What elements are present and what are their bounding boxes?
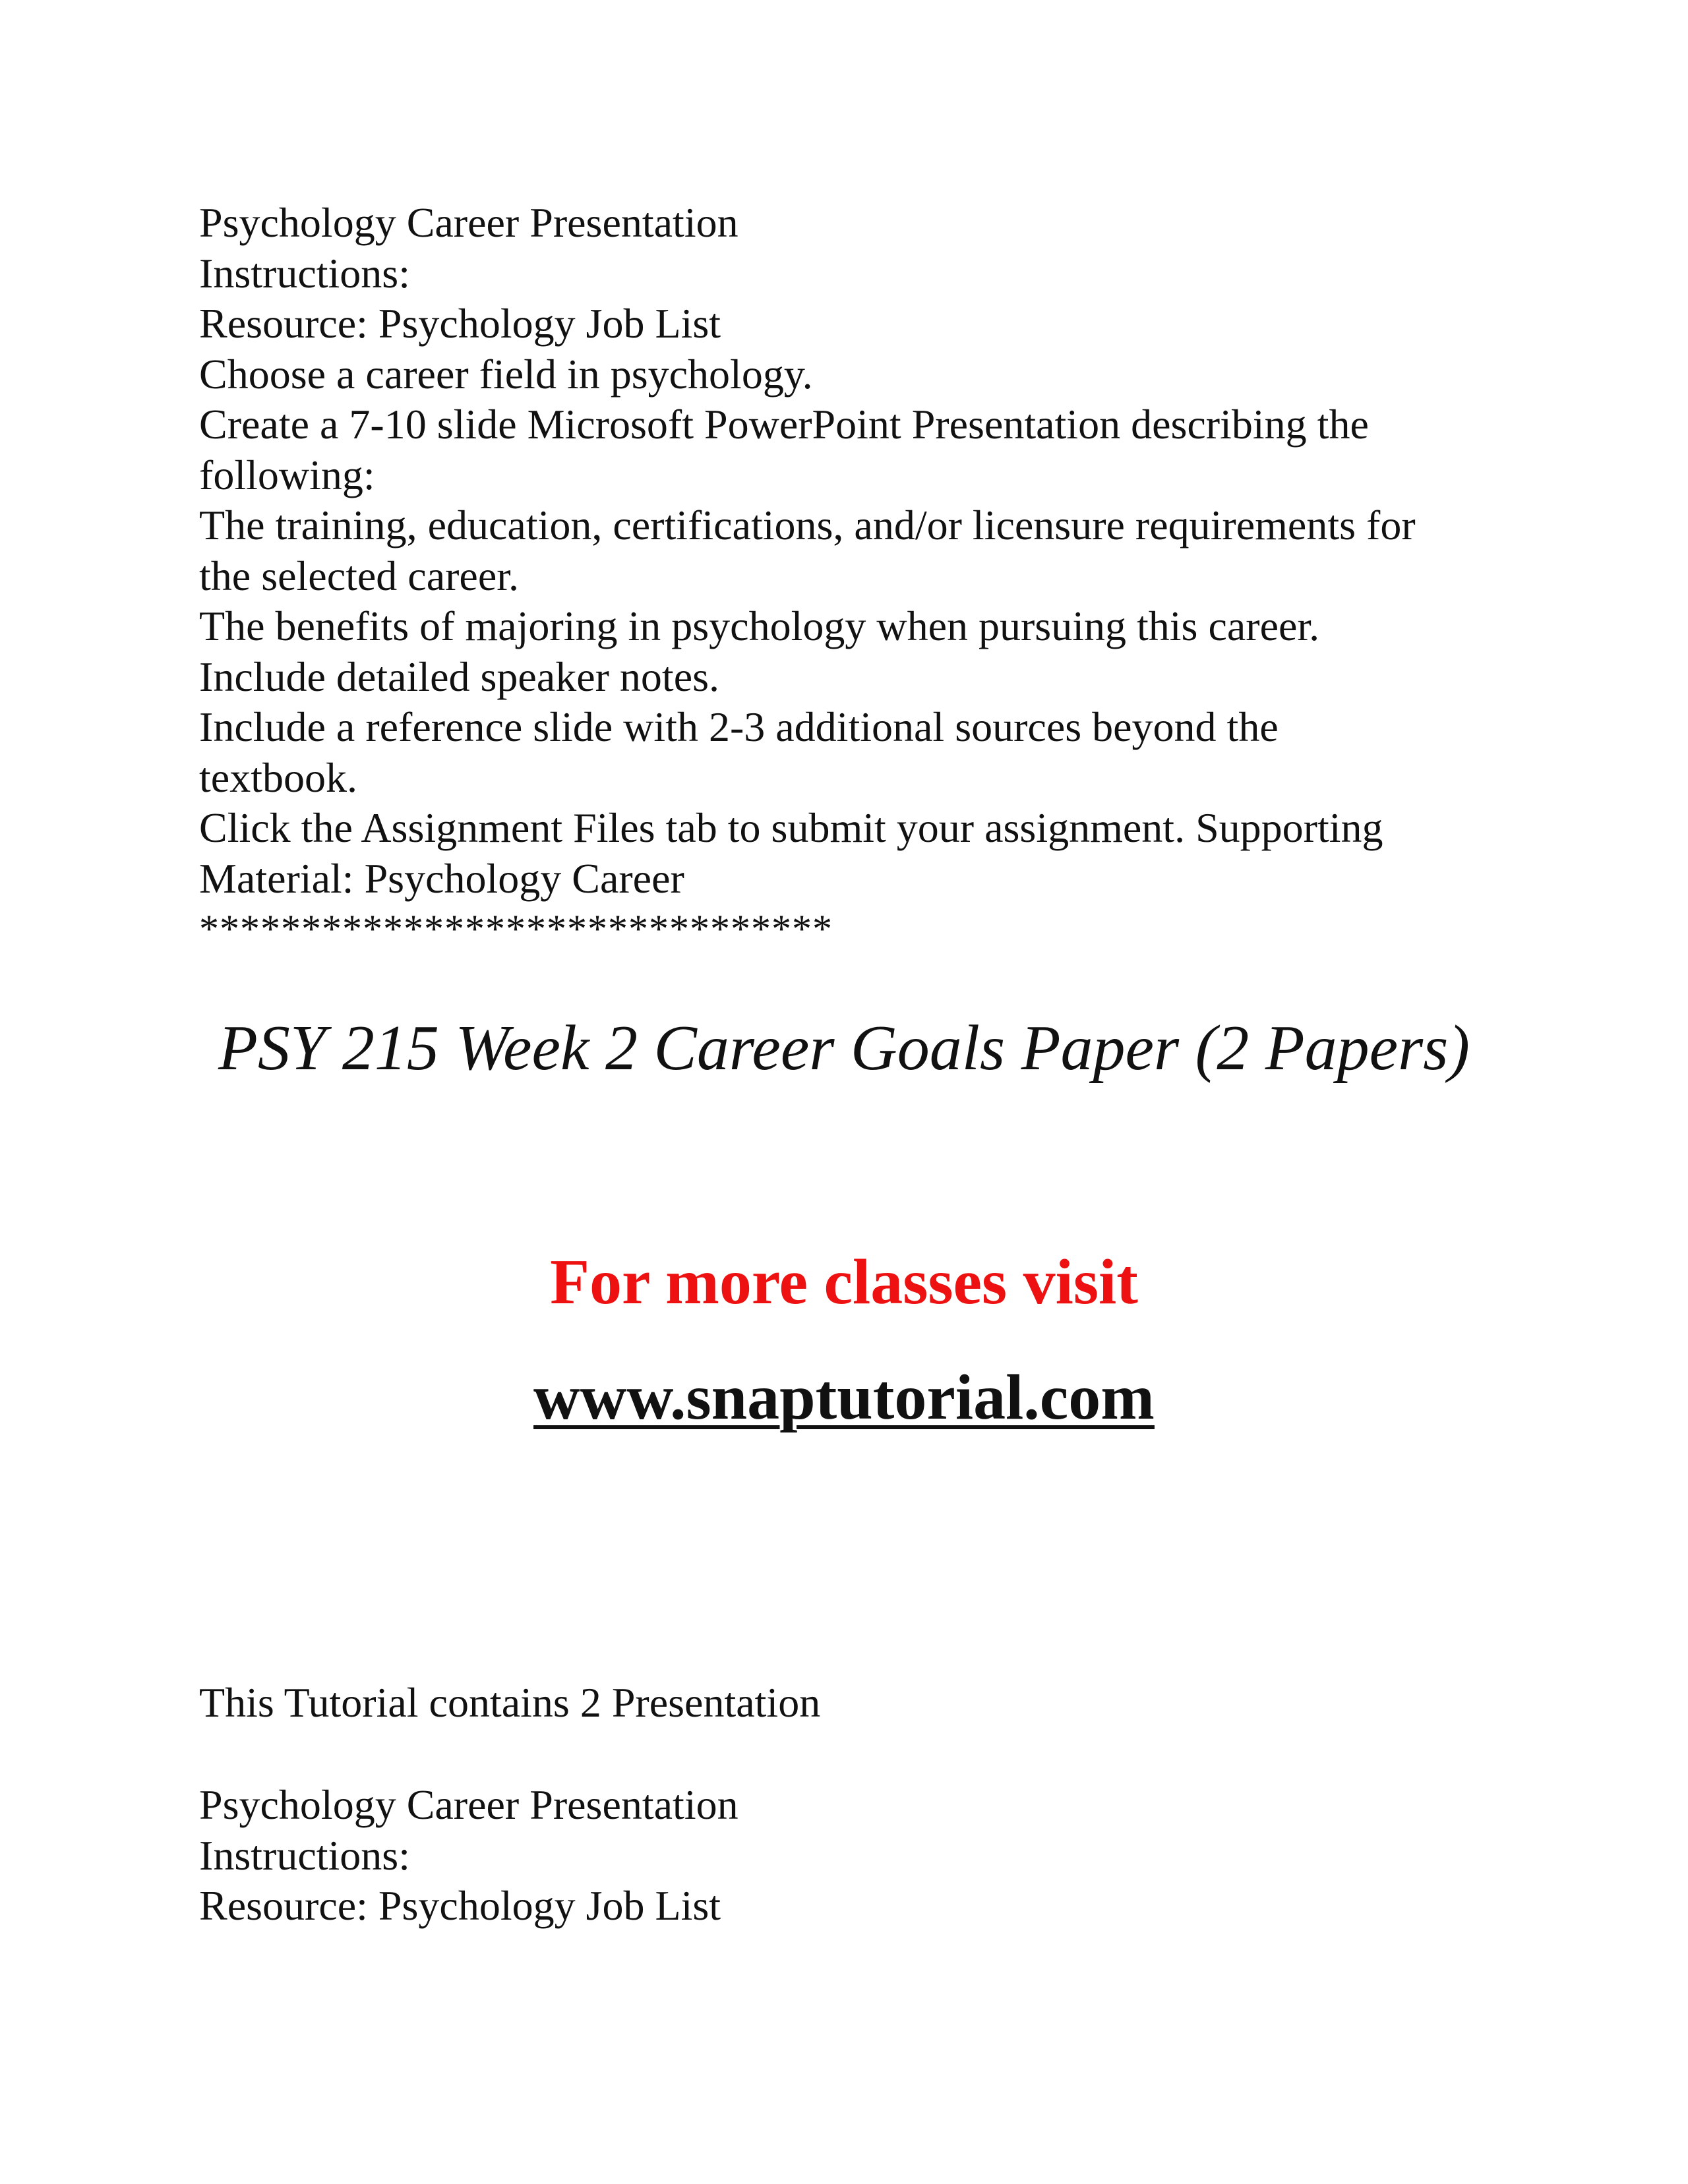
instruction-line: following: xyxy=(199,451,375,498)
instruction-line: textbook. xyxy=(199,753,357,801)
tutorial-note xyxy=(199,1678,1492,1728)
instruction-line: Choose a career field in psychology. xyxy=(199,350,813,398)
doc-title-line: Psychology Career Presentation xyxy=(199,1781,738,1828)
tutorial-note-text: This Tutorial contains 2 Presentation xyxy=(199,1679,821,1726)
asterisk-separator: ******************************* xyxy=(199,907,833,951)
course-heading: PSY 215 Week 2 Career Goals Paper (2 Papers) xyxy=(218,1013,1470,1084)
instructions-block xyxy=(199,198,1492,955)
instruction-line: Create a 7-10 slide Microsoft PowerPoint Presentation describing the xyxy=(199,401,1369,448)
website-link[interactable]: www.snaptutorial.com xyxy=(533,1362,1155,1433)
instruction-line: Include detailed speaker notes. xyxy=(199,653,719,700)
resource-line: Resource: Psychology Job List xyxy=(199,300,721,347)
promo-link-container xyxy=(0,1358,1688,1437)
bottom-instructions-block xyxy=(199,1780,1492,1932)
instruction-line: The training, education, certifications, and/or licensure requirements for xyxy=(199,502,1416,548)
instruction-line: The benefits of majoring in psychology when pursuing this career. xyxy=(199,603,1320,649)
instruction-line: Include a reference slide with 2-3 additional sources beyond the xyxy=(199,703,1279,750)
instructions-label: Instructions: xyxy=(199,249,410,297)
instruction-line: Material: Psychology Career xyxy=(199,854,684,902)
instructions-label: Instructions: xyxy=(199,1831,410,1879)
resource-line: Resource: Psychology Job List xyxy=(199,1882,721,1929)
doc-title-line: Psychology Career Presentation xyxy=(199,199,738,246)
promo-text: For more classes visit xyxy=(550,1247,1138,1318)
instruction-line: the selected career. xyxy=(199,552,519,599)
instruction-line: Click the Assignment Files tab to submit your assignment. Supporting xyxy=(199,804,1383,851)
